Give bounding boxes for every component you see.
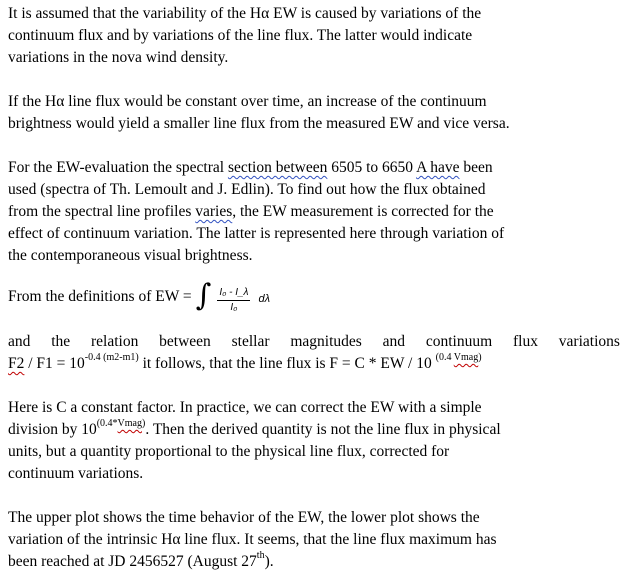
text-line: variations in the nova wind density.: [8, 49, 229, 66]
paragraph-correction: [8, 397, 620, 485]
text-line: continuum flux and by variations of the line flux. The latter would indicate: [8, 27, 473, 44]
fraction-denominator: I₀: [230, 301, 238, 313]
fraction-numerator: I₀ - I_λ: [217, 287, 250, 301]
text-line: units, but a quantity proportional to the physical line flux, corrected for: [8, 443, 450, 460]
document-body: [8, 3, 620, 573]
formula-prefix: From the definitions of EW =: [8, 288, 192, 305]
exponent: -0.4 (m2-m1): [84, 351, 139, 363]
paragraph-gap: [8, 317, 620, 331]
paragraph-gap: [8, 135, 620, 157]
text-line: [8, 157, 620, 179]
text-run: For the EW-evaluation the spectral: [8, 159, 228, 176]
justified-word: relation: [90, 333, 139, 350]
grammar-flagged-text: varies: [195, 203, 233, 220]
paragraph-gap: [8, 375, 620, 397]
text-run: . Then the derived quantity is not the line flux in physical: [145, 421, 501, 438]
text-line: brightness would yield a smaller line flux from the measured EW and vice versa.: [8, 115, 510, 132]
text-run: ).: [264, 553, 274, 570]
grammar-flagged-text: A have: [416, 159, 460, 176]
text-line: [8, 551, 620, 573]
text-run: been: [459, 159, 493, 176]
paragraph-gap: [8, 485, 620, 507]
spelling-flagged-text: F2: [8, 355, 25, 372]
exponent: (0.4*Vmag): [96, 417, 146, 429]
paragraph-ew-evaluation: [8, 157, 620, 267]
paragraph-magnitude-relation: [8, 331, 620, 375]
text-line: effect of continuum variation. The latter is represented here through variation of: [8, 225, 505, 242]
justified-word: flux: [512, 333, 538, 350]
spelling-flagged-text: Vmag: [117, 417, 142, 429]
ew-definition-formula: [8, 277, 620, 317]
spelling-flagged-text: Vmag: [453, 351, 479, 363]
integral-symbol: ∫: [195, 278, 212, 313]
justified-word: continuum: [425, 333, 493, 350]
text-run: been reached at JD 2456527 (August 27: [8, 553, 257, 570]
text-run: division by 10: [8, 421, 97, 438]
text-line: used (spectra of Th. Lemoult and J. Edlin). To find out how the flux obtained: [8, 181, 486, 198]
justified-word: magnitudes: [290, 333, 362, 350]
text-line: It is assumed that the variability of the Hα EW is caused by variations of the: [8, 5, 482, 22]
justified-word: and: [382, 333, 406, 350]
text-line: [8, 353, 620, 375]
text-line-justified: [8, 331, 620, 353]
justified-word: and: [8, 333, 31, 350]
text-run: / F1 = 10: [24, 355, 85, 372]
text-run: 6505 to 6650: [327, 159, 417, 176]
text-run: it follows, that the line flux is F = C * EW / 10: [138, 355, 436, 372]
justified-word: the: [51, 333, 71, 350]
superscript: th: [256, 549, 265, 561]
paragraph-gap: [8, 69, 620, 91]
paragraph-constant-flux: [8, 91, 620, 135]
text-line: continuum variations.: [8, 465, 144, 482]
formula-fraction: [217, 287, 250, 314]
text-line: variation of the intrinsic Hα line flux. It seems, that the line flux maximum has: [8, 531, 497, 548]
paragraph-gap: [8, 267, 620, 277]
justified-word: variations: [558, 333, 620, 350]
text-line: [8, 419, 620, 441]
justified-word: stellar: [231, 333, 270, 350]
text-line: [8, 201, 620, 223]
formula-dlambda: dλ: [258, 293, 270, 305]
text-line: Here is C a constant factor. In practice, we can correct the EW with a simple: [8, 399, 482, 416]
grammar-flagged-text: section between: [227, 159, 328, 176]
paragraph-variability-assumption: [8, 3, 620, 69]
exponent: (0.4 Vmag): [435, 351, 482, 363]
justified-word: between: [159, 333, 211, 350]
text-line: The upper plot shows the time behavior of the EW, the lower plot shows the: [8, 509, 480, 526]
text-run: from the spectral line profiles: [8, 203, 196, 220]
paragraph-plots: [8, 507, 620, 573]
text-run: , the EW measurement is corrected for the: [232, 203, 494, 220]
text-line: If the Hα line flux would be constant over time, an increase of the continuum: [8, 93, 487, 110]
text-line: the contemporaneous visual brightness.: [8, 247, 253, 264]
